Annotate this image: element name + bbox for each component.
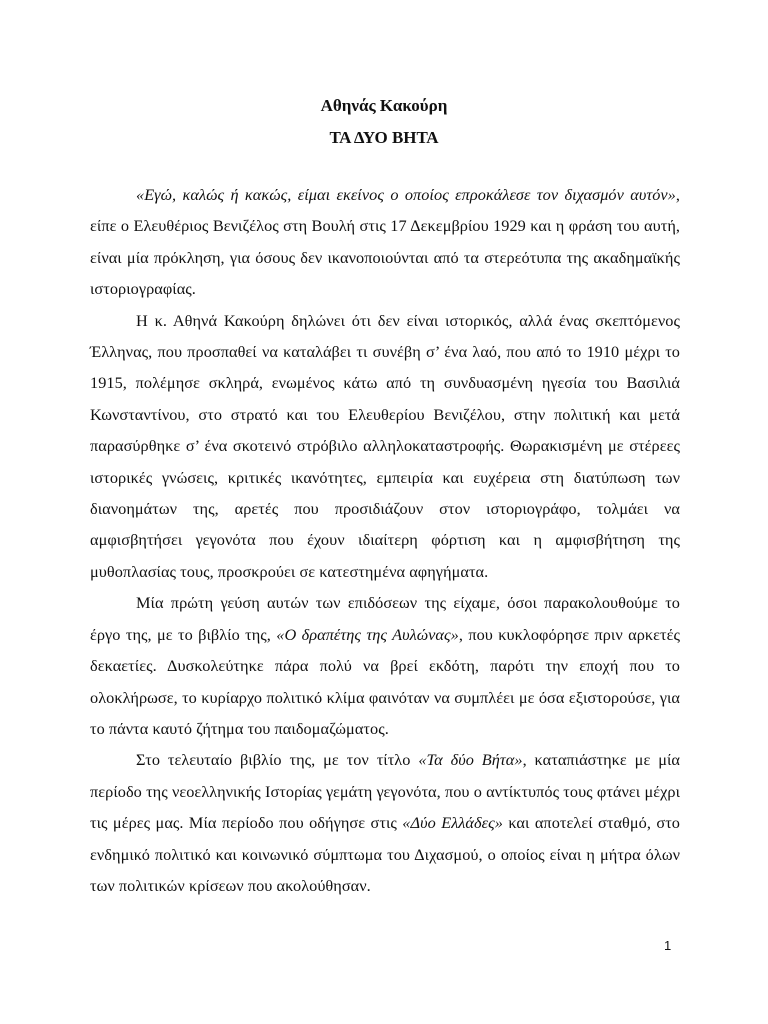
paragraph-text: , είπε ο Ελευθέριος Βενιζέλος στη Βουλή στις 17 Δεκεμβρίου 1929 και η φράση του αυτή, είναι μία πρόκληση, για όσους δεν ικανοποιούνται από τα στερεότυπα της ακαδημαϊκής ιστοριογραφίας.	[90, 185, 680, 299]
paragraph-text: , καταπιάστηκε με μία περίοδο της νεοελληνικής Ιστορίας γεμάτη γεγονότα, που ο αντίκτυπός τους φτάνει μέχρι τις μέρες μας. Μία περίοδο που οδήγησε στις	[90, 750, 680, 833]
book-title: «Ο δραπέτης της Αυλώνας»	[276, 624, 459, 644]
quote-text: «Δύο Ελλάδες»	[402, 813, 503, 833]
paragraph-text: Στο τελευταίο βιβλίο της, με τον τίτλο	[136, 750, 419, 770]
paragraph	[90, 179, 680, 305]
document-body	[90, 179, 680, 901]
paragraph-text: Μία πρώτη γεύση αυτών των επιδόσεων της είχαμε, όσοι παρακολουθούμε το έργο της, με το βιβλίο της,	[90, 593, 680, 644]
page-number: 1	[664, 938, 672, 953]
paragraph-text: Η κ. Αθηνά Κακούρη δηλώνει ότι δεν είναι ιστορικός, αλλά ένας σκεπτόμενος Έλληνας, που προσπαθεί να καταλάβει τι συνέβη σ’ ένα λαό, που από το 1910 μέχρι το 1915, πολέμησε σκληρά, ενωμένος κάτω από τη συνδυασμένη ηγεσία του Βασιλιά Κωνσταντίνου, στο στρατό και του Ελευθερίου Βενιζέλου, στην πολιτική και μετά παρασύρθηκε σ’ ένα σκοτεινό στρόβιλο αλληλοκαταστροφής. Θωρακισμένη με στέρεες ιστορικές γνώσεις, κριτικές ικανότητες, εμπειρία και ευχέρεια στη διατύπωση των διανοημάτων της, αρετές που προσιδιάζουν στον ιστοριογράφο, τολμάει να αμφισβητήσει γεγονότα που έχουν ιδιαίτερη φόρτιση και η αμφισβήτηση της μυθοπλασίας τους, προσκρούει σε κατεστημένα αφηγήματα.	[90, 310, 680, 581]
quote-text: «Εγώ, καλώς ή κακώς, είμαι εκείνος ο οποίος επροκάλεσε τον διχασμόν αυτόν»	[136, 185, 676, 204]
paragraph	[90, 744, 680, 901]
book-title: «Τα δύο Βήτα»	[418, 750, 523, 770]
paragraph-text: και αποτελεί σταθμό, στο ενδημικό πολιτικό και κοινωνικό σύμπτωμα του Διχασμού, ο οποίος είναι η μήτρα όλων των πολιτικών κρίσεων που ακολούθησαν.	[90, 813, 680, 895]
author-name: Αθηνάς Κακούρη	[320, 96, 448, 115]
paragraph-text: , που κυκλοφόρησε πριν αρκετές δεκαετίες. Δυσκολεύτηκε πάρα πολύ να βρεί εκδότη, παρότι την εποχή που το ολοκλήρωσε, το κυρίαρχο πολιτικό κλίμα φαινόταν να συμπλέει με όσα εξιστορούσε, για το πάντα καυτό ζήτημα του παιδομαζώματος.	[90, 624, 680, 738]
document-header	[0, 90, 768, 154]
paragraph	[90, 587, 680, 744]
paragraph	[90, 305, 680, 588]
document-title: ΤΑ ΔΥΟ ΒΗΤΑ	[329, 128, 439, 147]
